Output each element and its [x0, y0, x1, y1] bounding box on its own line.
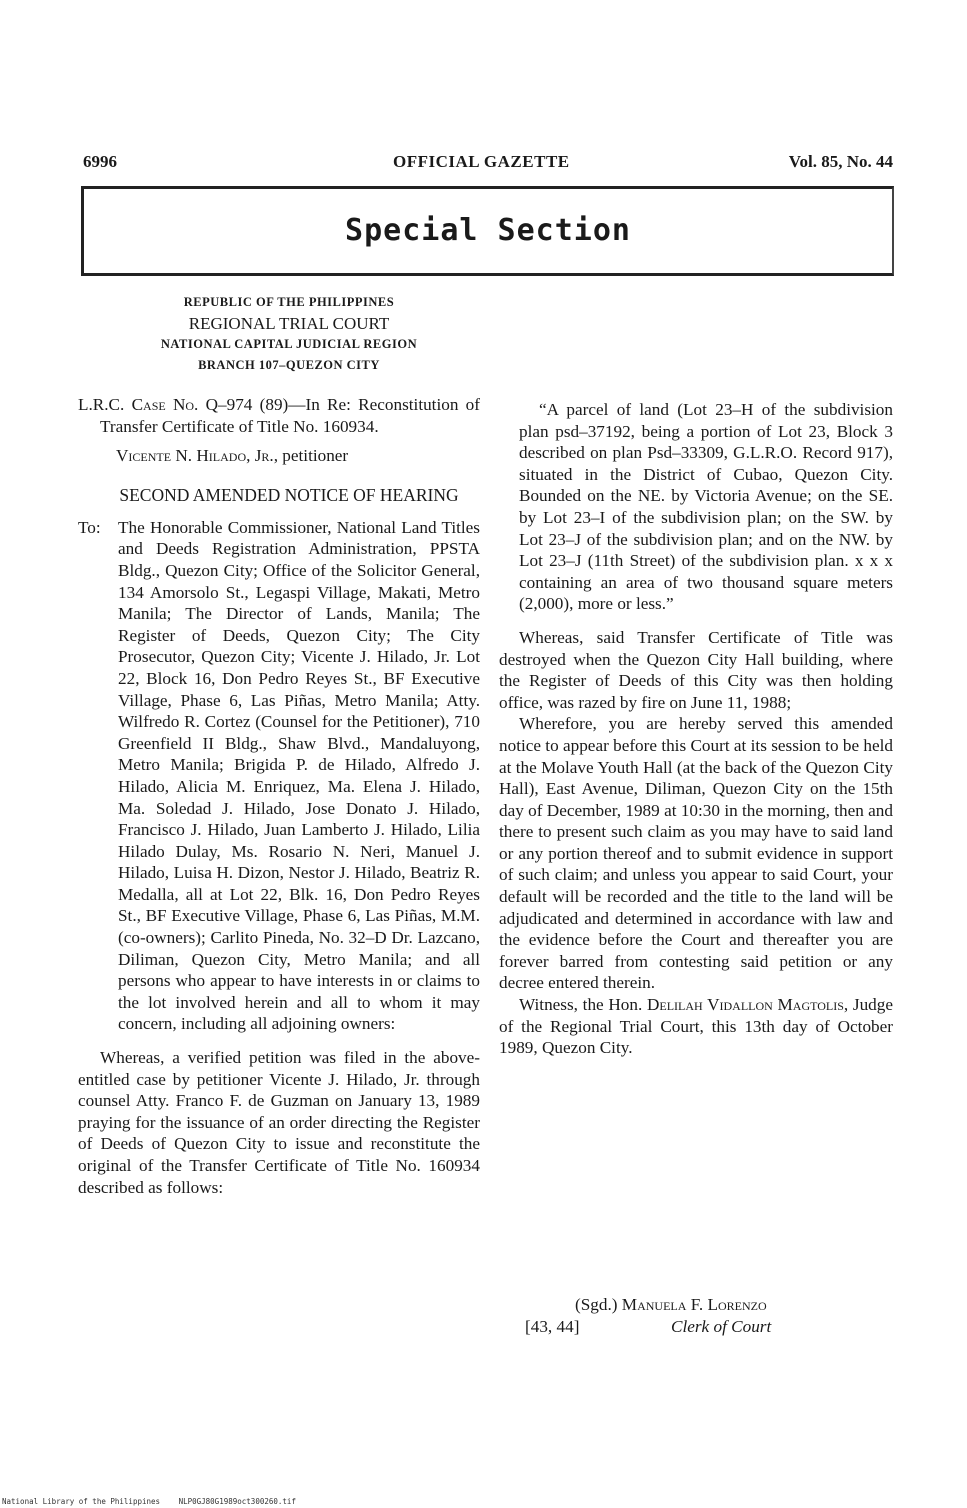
- witness-paragraph: [499, 994, 893, 1059]
- clerk-title: Clerk of Court: [671, 1317, 772, 1336]
- library-name: National Library of the Philippines: [2, 1497, 161, 1506]
- whereas-destroyed-paragraph: Whereas, said Transfer Certificate of Title was destroyed when the Quezon City Hall building, where the Register of Deeds of this City was then holding office, was razed by fire on June 11, 1988;: [499, 627, 893, 712]
- section-title: Special Section: [345, 213, 631, 248]
- issue-reference: [43, 44]: [525, 1317, 580, 1336]
- scan-footer: [2, 1497, 310, 1506]
- signed-mark: (Sgd.): [575, 1295, 622, 1314]
- wherefore-paragraph: Wherefore, you are hereby served this amended notice to appear before this Court at its session to be held at the Molave Youth Hall (at the back of the Quezon City Hall), East Avenue, Diliman, Quezon City on the 15th day of December, 1989 at 10:30 in the morning, then and there to present such claim as you may have to said land or any portion thereof and to submit evidence in support of such claim; and unless you appear to said Court, your default will be recorded and the title to the land will be adjudicated and determined in accordance with law and the evidence before the Court and thereafter you are forever barred from contesting said petition or any decree entered therein.: [499, 714, 893, 993]
- to-label: To:: [78, 517, 101, 537]
- publication-name: OFFICIAL GAZETTE: [393, 152, 570, 171]
- right-column-body: [499, 287, 893, 1059]
- petitioner-name: Vicente N. Hilado, Jr.: [116, 446, 274, 466]
- addressees: [78, 517, 480, 1035]
- judge-name: Delilah Vidallon Magtolis: [646, 995, 844, 1015]
- witness-prefix: Witness, the Hon.: [519, 995, 647, 1015]
- property-description-quote: “A parcel of land (Lot 23–H of the subdivision plan psd–37192, being a portion of Lot 23, Block 3 described on plan Psd–33309, G.L.R.O. Record 917), situated in the District of Cubao, Quezon City. Bounded on the NE. by Victoria Avenue; on the SE. by Lot 23–I of the subdivision plan; on the SW. by Lot 23–J of the subdivision plan; and on the NW. by Lot 23–J (11th Street) of the subdivision plan. x x x containing an area of two thousand square meters (2,000), more or less.”: [519, 400, 893, 614]
- addressees-text: The Honorable Commissioner, National Land Titles and Deeds Registration Administration, PPSTA Bldg., Quezon City; Office of the Solicitor General, 134 Amorsolo St., Legaspi Village, Makati, Metro Manila; The Director of Lands, Manila; The Register of Deeds, Quezon City; The City Prosecutor, Quezon City; Vicente J. Hilado, Jr. Lot 22, Block 16, Don Pedro Reyes St., BF Executive Village, Phase 6, Las Piñas, Metro Manila; Atty. Wilfredo R. Cortez (Counsel for the Petitioner), 710 Greenfield II Bldg., Shaw Blvd., Mandaluyong, Metro Manila; Brigida P. de Hilado, Alfredo J. Hilado, Alicia M. Enriquez, Ma. Elena J. Hilado, Ma. Soledad J. Hilado, Jose Donato J. Hilado, Francisco J. Hilado, Juan Lamberto J. Hilado, Lilia Hilado Dulay, Ms. Rosario N. Neri, Manuel J. Hilado, Luisa H. Dizon, Nestor J. Hilado, Beatriz R. Medalla, all at Lot 22, Blk. 16, Don Pedro Reyes St., BF Executive Village, Phase 6, Las Piñas, M.M. (co-owners); Carlito Pineda, No. 32–D Dr. Lazcano, Diliman, Quezon City, Metro Manila; and all persons who appear to have interests in or claims to the lot involved herein and all to whom it may concern, including all adjoining owners:: [118, 517, 480, 1034]
- signature-title-line: [513, 1316, 893, 1338]
- left-column: [78, 292, 480, 1198]
- scan-filename: NLP0GJ80G1989oct300260.tif: [178, 1497, 296, 1506]
- court-branch: BRANCH 107–QUEZON CITY: [198, 358, 380, 372]
- petitioner-role: , petitioner: [273, 446, 349, 466]
- clerk-name: Manuela F. Lorenzo: [621, 1295, 767, 1314]
- volume-number: Vol. 85, No. 44: [788, 152, 893, 171]
- case-number: L.R.C. Case No. Q–974 (89): [78, 395, 289, 414]
- court-region: NATIONAL CAPITAL JUDICIAL REGION: [160, 337, 418, 351]
- case-caption: [78, 394, 480, 437]
- signature-line: [513, 1294, 893, 1316]
- case-subject: —In Re: Reconstitution of Transfer Certificate of Title No. 160934.: [100, 395, 480, 436]
- section-title-box: [81, 186, 894, 276]
- court-heading: [108, 292, 470, 376]
- notice-title: SECOND AMENDED NOTICE OF HEARING: [119, 484, 459, 505]
- whereas-petition-paragraph: Whereas, a verified petition was filed in the above-entitled case by petitioner Vicente J. Hilado, Jr. through counsel Atty. Franco F. de Guzman on January 13, 1989 praying for the issuance of an order directing the Register of Deeds of Quezon City to issue and reconstitute the original of the Transfer Certificate of Title No. 160934 described as follows:: [78, 1048, 480, 1197]
- court-name: REGIONAL TRIAL COURT: [188, 314, 390, 333]
- witness-suffix: , Judge of the Regional Trial Court, this 13th day of October 1989, Quezon City.: [499, 995, 893, 1058]
- signature-block: [513, 1294, 893, 1338]
- page-header: [83, 152, 893, 176]
- page-number: 6996: [83, 152, 117, 171]
- court-republic: REPUBLIC OF THE PHILIPPINES: [183, 295, 395, 309]
- petitioner-line: [78, 445, 480, 467]
